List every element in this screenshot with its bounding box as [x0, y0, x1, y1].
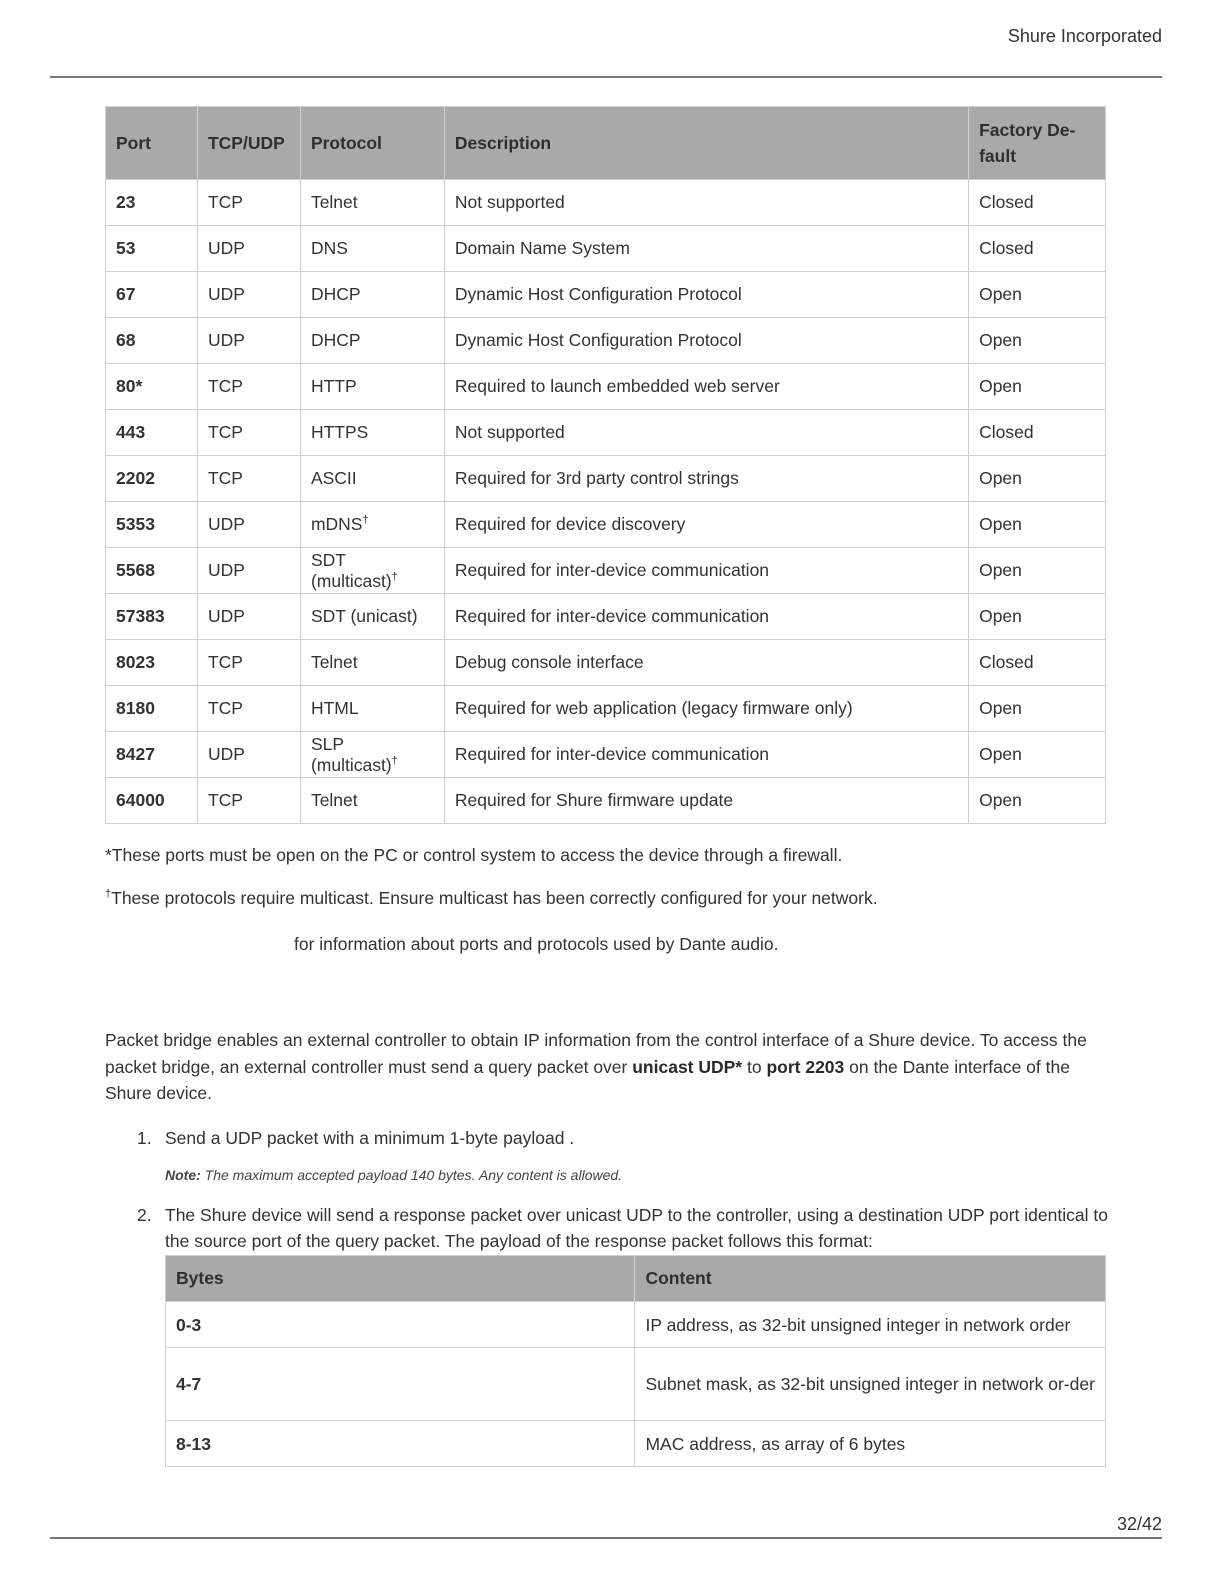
transport-cell: TCP: [197, 180, 300, 226]
dagger-mark: †: [105, 888, 112, 901]
protocol-cell: [300, 456, 444, 502]
bytes-cell: 4-7: [166, 1348, 635, 1421]
protocol-name: mDNS: [310, 514, 363, 534]
protocol-name: Telnet: [310, 652, 358, 672]
dagger-mark: †: [391, 754, 398, 767]
bytes-cell: 0-3: [166, 1302, 635, 1348]
description-cell: Dynamic Host Configuration Protocol: [444, 318, 968, 364]
port-cell: 68: [106, 318, 198, 364]
description-cell: Required for Shure firmware update: [444, 778, 968, 824]
port-cell: 2202: [106, 456, 198, 502]
step-text: Send a UDP packet with a minimum 1-byte payload .: [165, 1128, 575, 1148]
transport-cell: UDP: [197, 594, 300, 640]
default-cell: Closed: [969, 640, 1106, 686]
table-row: [106, 502, 1106, 548]
protocol-cell: [300, 686, 444, 732]
note-label: Note:: [165, 1167, 201, 1183]
port-cell: 5568: [106, 548, 198, 594]
description-cell: Dynamic Host Configuration Protocol: [444, 272, 968, 318]
default-cell: Open: [969, 686, 1106, 732]
default-cell: Open: [969, 456, 1106, 502]
dagger-mark: †: [362, 514, 369, 527]
protocol-name: ASCII: [310, 468, 357, 488]
note-text: The maximum accepted payload 140 bytes. Any content is allowed.: [200, 1167, 623, 1183]
intro-text: Packet bridge enables an external controller to obtain IP information from the control interface of a Shure device. To access the packet bridge, an external controller must send a query packet over: [105, 1030, 1087, 1077]
port-cell: 23: [106, 180, 198, 226]
transport-cell: TCP: [197, 364, 300, 410]
default-cell: Open: [969, 272, 1106, 318]
description-cell: Not supported: [444, 180, 968, 226]
step-text: The Shure device will send a response packet over unicast UDP to the controller, using a destination UDP port identical to the source port of the query packet. The payload of the response packet follows this format:: [165, 1205, 1108, 1251]
protocol-name: SDT (multicast): [310, 549, 392, 591]
table-row: [106, 548, 1106, 594]
multicast-footnote: [105, 888, 878, 909]
description-cell: Required for inter-device communication: [444, 732, 968, 778]
packet-bridge-intro: [105, 1027, 1115, 1107]
intro-emphasis-port: port 2203: [766, 1056, 845, 1077]
port-cell: 80*: [106, 364, 198, 410]
protocol-cell: [300, 548, 444, 594]
table-row: [106, 410, 1106, 456]
description-cell: Required for web application (legacy firmware only): [444, 686, 968, 732]
transport-cell: UDP: [197, 502, 300, 548]
content-cell: MAC address, as array of 6 bytes: [635, 1421, 1106, 1467]
table-row: [106, 456, 1106, 502]
description-cell: Required for inter-device communication: [444, 548, 968, 594]
description-cell: Required to launch embedded web server: [444, 364, 968, 410]
description-cell: Domain Name System: [444, 226, 968, 272]
transport-cell: TCP: [197, 640, 300, 686]
transport-cell: TCP: [197, 456, 300, 502]
protocol-cell: [300, 640, 444, 686]
table-row: [166, 1348, 1106, 1421]
table-row: [166, 1421, 1106, 1467]
protocol-name: Telnet: [310, 192, 358, 212]
default-cell: Closed: [969, 180, 1106, 226]
default-cell: Open: [969, 318, 1106, 364]
port-cell: 5353: [106, 502, 198, 548]
port-cell: 57383: [106, 594, 198, 640]
dagger-mark: †: [391, 570, 398, 583]
ports-table-header: [106, 107, 1106, 180]
protocol-cell: [300, 318, 444, 364]
payload-note: [165, 1167, 622, 1183]
transport-cell: TCP: [197, 778, 300, 824]
bytes-cell: 8-13: [166, 1421, 635, 1467]
col-header-description: Description: [444, 107, 968, 180]
response-format-table: [165, 1255, 1106, 1467]
port-cell: 8180: [106, 686, 198, 732]
table-row: [106, 732, 1106, 778]
default-cell: Open: [969, 732, 1106, 778]
bytes-table-header: [166, 1256, 1106, 1302]
table-row: [106, 594, 1106, 640]
content-cell: Subnet mask, as 32-bit unsigned integer in network or-der: [635, 1348, 1106, 1421]
protocol-cell: [300, 502, 444, 548]
col-header-transport: TCP/UDP: [197, 107, 300, 180]
port-cell: 64000: [106, 778, 198, 824]
intro-text: on the Dante interface of the Shure device.: [105, 1056, 1070, 1103]
protocol-name: DHCP: [310, 330, 361, 350]
table-row: [166, 1302, 1106, 1348]
protocol-name: Telnet: [310, 790, 358, 810]
step-number: 2.: [137, 1205, 152, 1225]
table-row: [106, 272, 1106, 318]
port-cell: 8023: [106, 640, 198, 686]
table-row: [106, 226, 1106, 272]
company-name: Shure Incorporated: [1007, 26, 1162, 46]
ports-table-body: [106, 180, 1106, 824]
protocol-cell: [300, 272, 444, 318]
table-row: [106, 318, 1106, 364]
protocol-cell: [300, 180, 444, 226]
content-cell: IP address, as 32-bit unsigned integer in network order: [635, 1302, 1106, 1348]
page-number: 32/42: [1116, 1514, 1162, 1534]
step-number: 1.: [137, 1128, 152, 1148]
table-row: [106, 364, 1106, 410]
protocol-name: HTTP: [310, 376, 357, 396]
ports-table: [105, 106, 1106, 824]
protocol-name: SLP (multicast): [310, 733, 392, 775]
col-header-bytes: Bytes: [166, 1256, 635, 1302]
transport-cell: UDP: [197, 732, 300, 778]
firewall-footnote: *These ports must be open on the PC or control system to access the device through a firewall.: [105, 845, 843, 865]
default-cell: Open: [969, 502, 1106, 548]
port-cell: 443: [106, 410, 198, 456]
table-row: [106, 180, 1106, 226]
protocol-cell: [300, 732, 444, 778]
default-cell: Open: [969, 594, 1106, 640]
protocol-name: HTML: [310, 698, 359, 718]
transport-cell: TCP: [197, 410, 300, 456]
description-cell: Required for inter-device communication: [444, 594, 968, 640]
default-cell: Open: [969, 548, 1106, 594]
transport-cell: UDP: [197, 318, 300, 364]
protocol-cell: [300, 778, 444, 824]
footer-divider: [50, 1537, 1162, 1539]
protocol-cell: [300, 364, 444, 410]
intro-text: to: [742, 1056, 767, 1077]
protocol-name: SDT (unicast): [310, 606, 418, 626]
port-cell: 53: [106, 226, 198, 272]
transport-cell: UDP: [197, 226, 300, 272]
table-row: [106, 778, 1106, 824]
header-divider: [50, 76, 1162, 78]
protocol-cell: [300, 226, 444, 272]
col-header-factory-default: Factory De-fault: [969, 107, 1106, 180]
transport-cell: UDP: [197, 548, 300, 594]
port-cell: 8427: [106, 732, 198, 778]
col-header-port: Port: [106, 107, 198, 180]
description-cell: Debug console interface: [444, 640, 968, 686]
table-row: [106, 686, 1106, 732]
col-header-content: Content: [635, 1256, 1106, 1302]
protocol-cell: [300, 594, 444, 640]
multicast-footnote-text: These protocols require multicast. Ensure multicast has been correctly configured for your network.: [111, 888, 878, 908]
description-cell: Required for device discovery: [444, 502, 968, 548]
default-cell: Open: [969, 778, 1106, 824]
protocol-name: HTTPS: [310, 422, 369, 442]
transport-cell: TCP: [197, 686, 300, 732]
dante-reference: for information about ports and protocols used by Dante audio.: [294, 934, 779, 954]
transport-cell: UDP: [197, 272, 300, 318]
description-cell: Not supported: [444, 410, 968, 456]
description-cell: Required for 3rd party control strings: [444, 456, 968, 502]
protocol-name: DHCP: [310, 284, 361, 304]
protocol-cell: [300, 410, 444, 456]
protocol-name: DNS: [310, 238, 348, 258]
default-cell: Open: [969, 364, 1106, 410]
default-cell: Closed: [969, 410, 1106, 456]
intro-emphasis-protocol: unicast UDP*: [632, 1056, 743, 1077]
table-row: [106, 640, 1106, 686]
port-cell: 67: [106, 272, 198, 318]
col-header-protocol: Protocol: [300, 107, 444, 180]
default-cell: Closed: [969, 226, 1106, 272]
